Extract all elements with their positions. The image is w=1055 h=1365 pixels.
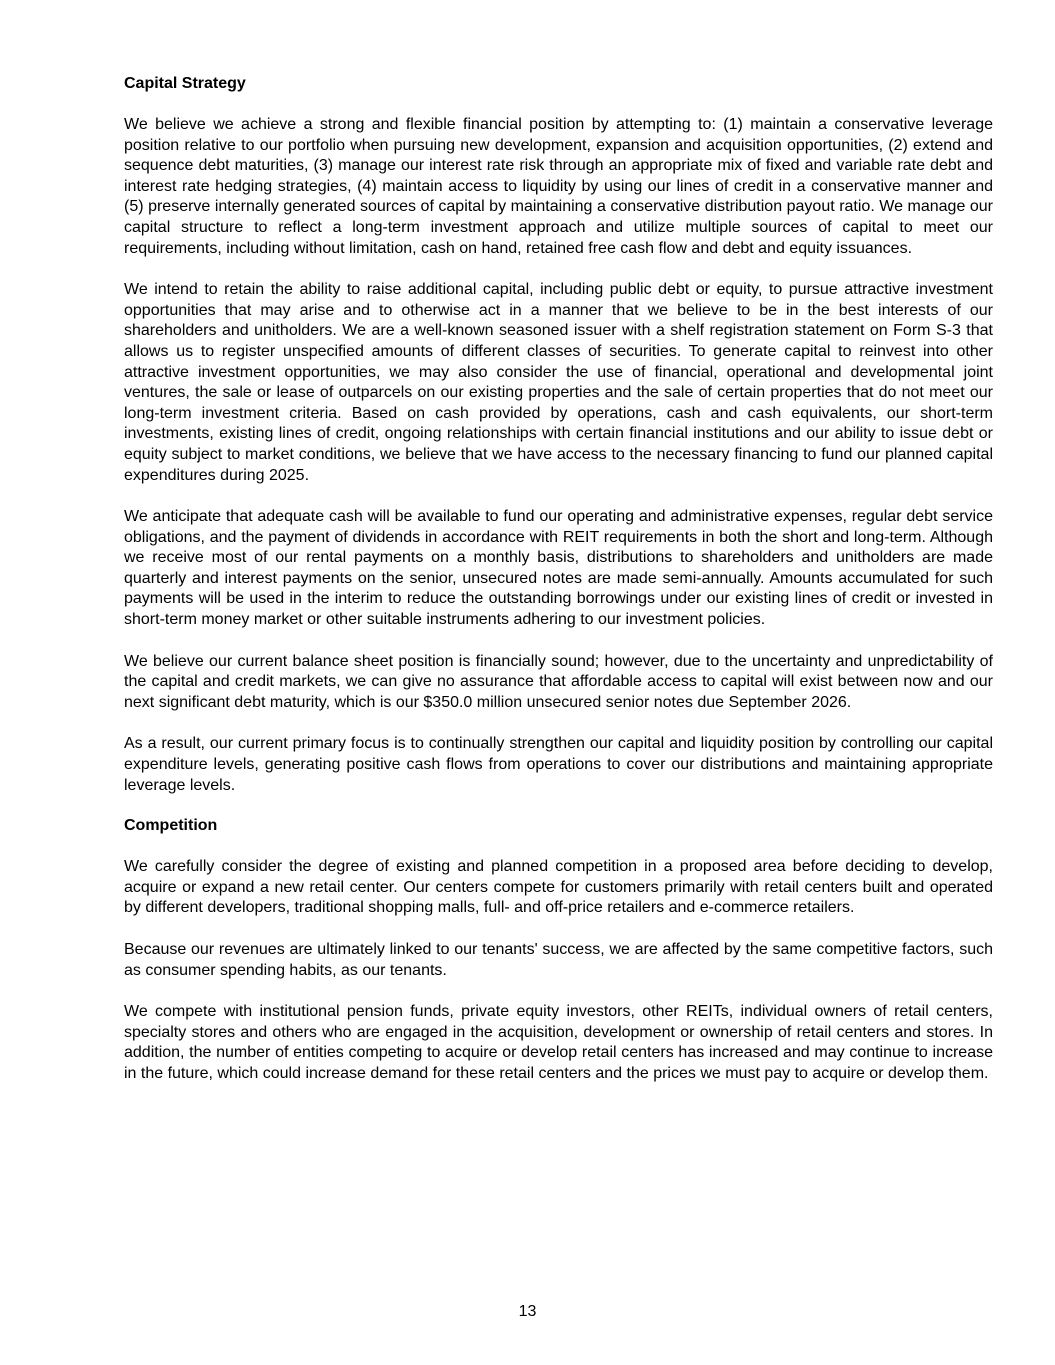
paragraph: We intend to retain the ability to raise additional capital, including public debt or equity, to pursue attractive investment opportunities that may arise and to otherwise act in a manner that we believe to be in the best interests of our shareholders and unitholders. We are a well-known seasoned issuer with a shelf registration statement on Form S-3 that allows us to register unspecified amounts of different classes of securities. To generate capital to reinvest into other attractive investment opportunities, we may also consider the use of financial, operational and developmental joint ventures, the sale or lease of outparcels on our existing properties and the sale of certain properties that do not meet our long-term investment criteria. Based on cash provided by operations, cash and cash equivalents, our short-term investments, existing lines of credit, ongoing relationships with certain financial institutions and our ability to issue debt or equity subject to market conditions, we believe that we have access to the necessary financing to fund our planned capital expenditures during 2025. — [124, 281, 993, 484]
paragraph: Because our revenues are ultimately linked to our tenants' success, we are affected by the same competitive factors, such as consumer spending habits, as our tenants. — [124, 941, 993, 979]
section-heading-competition: Competition — [124, 817, 218, 835]
paragraph: As a result, our current primary focus is to continually strengthen our capital and liquidity position by controlling our capital expenditure levels, generating positive cash flows from operations to cover our distributions and maintaining appropriate leverage levels. — [124, 735, 993, 794]
paragraph: We anticipate that adequate cash will be available to fund our operating and administrative expenses, regular debt service obligations, and the payment of dividends in accordance with REIT requirements in both the short and long-term. Although we receive most of our rental payments on a monthly basis, distributions to shareholders and unitholders are made quarterly and interest payments on the senior, unsecured notes are made semi-annually. Amounts accumulated for such payments will be used in the interim to reduce the outstanding borrowings under our existing lines of credit or invested in short-term money market or other suitable instruments adhering to our investment policies. — [124, 508, 993, 629]
document-body — [124, 74, 993, 1106]
paragraph: We carefully consider the degree of existing and planned competition in a proposed area before deciding to develop, acquire or expand a new retail center. Our centers compete for customers primarily with retail centers built and operated by different developers, traditional shopping malls, full- and off-price retailers and e-commerce retailers. — [124, 858, 993, 917]
page-number: 13 — [518, 1303, 537, 1320]
paragraph: We believe our current balance sheet position is financially sound; however, due to the uncertainty and unpredictability of the capital and credit markets, we can give no assurance that affordable access to capital will exist between now and our next significant debt maturity, which is our $350.0 million unsecured senior notes due September 2026. — [124, 652, 993, 711]
section-heading-capital-strategy: Capital Strategy — [124, 75, 246, 92]
paragraph: We compete with institutional pension funds, private equity investors, other REITs, individual owners of retail centers, specialty stores and others who are engaged in the acquisition, development or ownership of retail centers and stores. In addition, the number of entities competing to acquire or develop retail centers has increased and may continue to increase in the future, which could increase demand for these retail centers and the prices we must pay to acquire or develop them. — [124, 1003, 993, 1082]
paragraph: We believe we achieve a strong and flexible financial position by attempting to: (1) maintain a conservative leverage position relative to our portfolio when pursuing new development, expansion and acquisition opportunities, (2) extend and sequence debt maturities, (3) manage our interest rate risk through an appropriate mix of fixed and variable rate debt and interest rate hedging strategies, (4) maintain access to liquidity by using our lines of credit in a conservative manner and (5) preserve internally generated sources of capital by maintaining a conservative distribution payout ratio. We manage our capital structure to reflect a long-term investment approach and utilize multiple sources of capital to meet our requirements, including without limitation, cash on hand, retained free cash flow and debt and equity issuances. — [124, 116, 993, 257]
